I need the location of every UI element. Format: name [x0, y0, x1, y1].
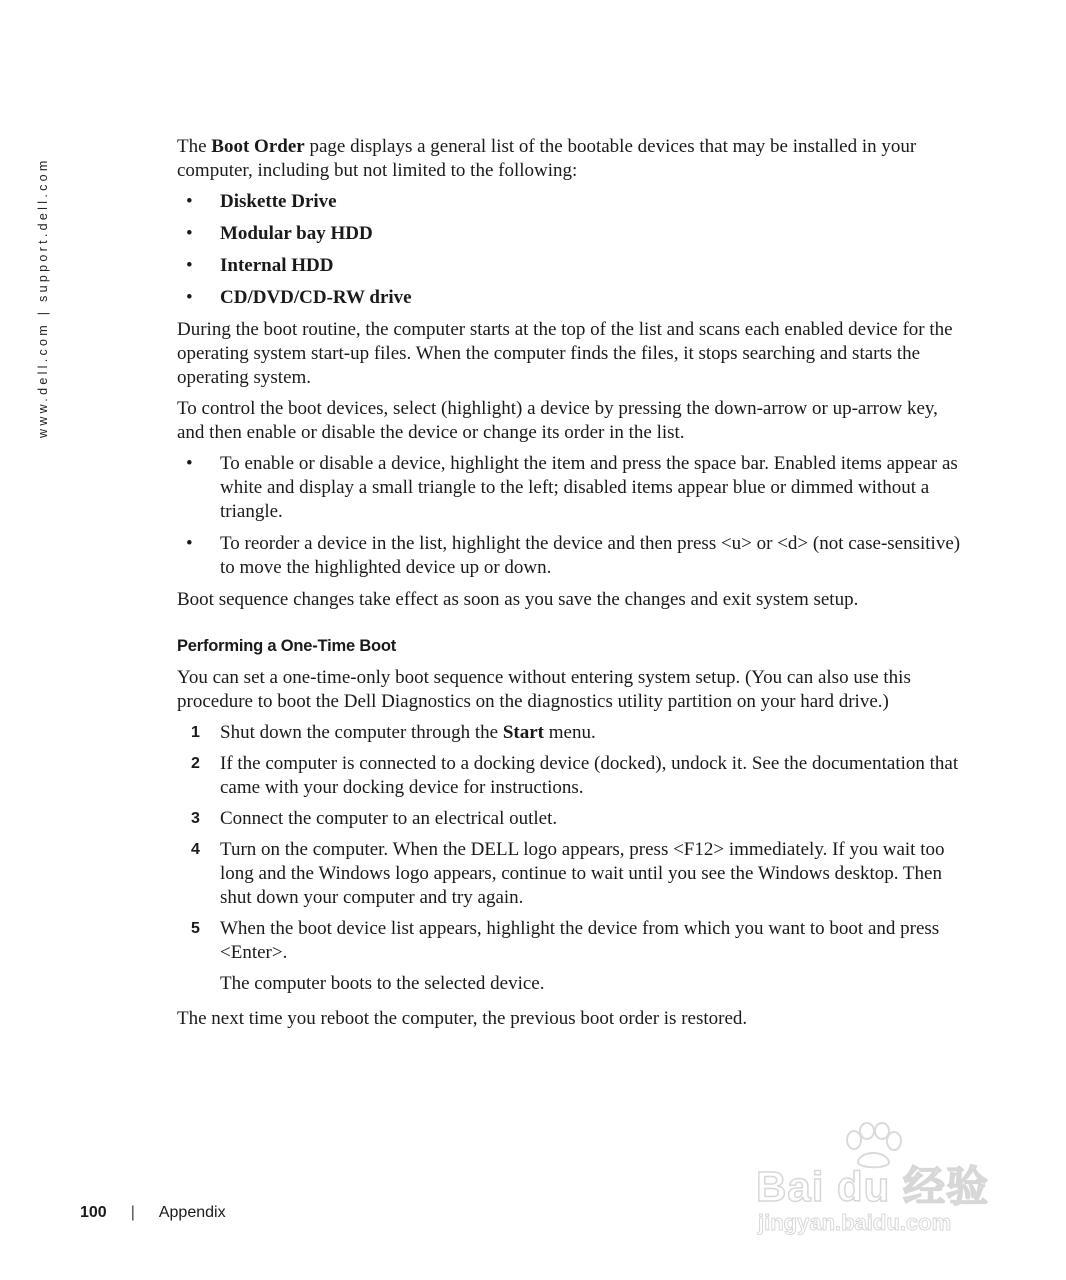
start-menu-term: Start: [502, 722, 545, 743]
changes-paragraph: Boot sequence changes take effect as soon as you save the changes and exit system setup.: [177, 589, 859, 610]
step-number: 2: [191, 755, 200, 772]
step-text: When the boot device list appears, highlight the device from which you want to boot and press <Enter>.: [220, 918, 940, 963]
bullet-icon: •: [186, 453, 193, 474]
step-text: Connect the computer to an electrical outlet.: [220, 808, 558, 829]
step-number: 5: [191, 920, 200, 937]
step-number: 4: [191, 841, 200, 858]
step-suffix: menu.: [544, 722, 596, 743]
bullet-icon: •: [186, 191, 193, 212]
step-prefix: Shut down the computer through the: [220, 722, 503, 743]
page-number: 100: [80, 1204, 107, 1221]
list-item: [177, 286, 967, 310]
device-label: Modular bay HDD: [220, 223, 373, 244]
step-text: Turn on the computer. When the DELL logo appears, press <F12> immediately. If you wait too long and the Windows logo appears, continue to wait until you see the Windows desktop. Then shut down your computer and try again.: [220, 839, 945, 908]
step-text: If the computer is connected to a docking device (docked), undock it. See the documentation that came with your docking device for instructions.: [220, 753, 959, 798]
intro-suffix: page displays a general list of the bootable devices that may be installed in your computer, including but not limited to the following:: [177, 136, 917, 181]
baidu-watermark: [756, 1122, 1006, 1242]
page-content: [177, 135, 967, 1038]
watermark-brand: Bai du 经验: [756, 1163, 990, 1210]
step-item: [177, 807, 967, 831]
bullet-icon: •: [186, 255, 193, 276]
step-number: 3: [191, 810, 200, 827]
control-bullets: [177, 452, 967, 580]
bullet-icon: •: [186, 533, 193, 554]
page-footer: [80, 1204, 226, 1222]
list-item: [177, 254, 967, 278]
boot-order-term: Boot Order: [211, 136, 305, 157]
one-time-paragraph: You can set a one-time-only boot sequence without entering system setup. (You can also use this procedure to boot the Dell Diagnostics on the diagnostics utility partition on your hard drive.): [177, 667, 911, 712]
bullet-text: To enable or disable a device, highlight the item and press the space bar. Enabled items appear as white and display a small triangle to the left; disabled items appear blue or dimmed without a triangle.: [220, 453, 958, 522]
step-number: 1: [191, 724, 200, 741]
side-url: www.dell.com | support.dell.com: [36, 157, 50, 438]
bullet-icon: •: [186, 287, 193, 308]
intro-prefix: The: [177, 136, 212, 157]
list-item: [177, 452, 967, 524]
steps-list: [177, 721, 967, 965]
boot-routine-paragraph: During the boot routine, the computer starts at the top of the list and scans each enabled device for the operating system start-up files. When the computer finds the files, it stops searching and starts the operating system.: [177, 319, 953, 388]
footer-section: Appendix: [158, 1204, 226, 1221]
list-item: [177, 532, 967, 580]
step-item: [177, 721, 967, 745]
watermark-url: jingyan.baidu.com: [758, 1210, 952, 1235]
device-list: [177, 190, 967, 310]
section-heading: Performing a One-Time Boot: [177, 637, 397, 655]
list-item: [177, 222, 967, 246]
device-label: Internal HDD: [220, 255, 334, 276]
step-item: [177, 752, 967, 800]
intro-paragraph: [177, 135, 967, 183]
step-item: [177, 838, 967, 910]
bullet-icon: •: [186, 223, 193, 244]
bullet-text: To reorder a device in the list, highlight the device and then press <u> or <d> (not case-sensitive) to move the highlighted device up or down.: [220, 533, 961, 578]
control-paragraph: To control the boot devices, select (highlight) a device by pressing the down-arrow or up-arrow key, and then enable or disable the device or change its order in the list.: [177, 398, 938, 443]
device-label: CD/DVD/CD-RW drive: [220, 287, 412, 308]
footer-separator: |: [130, 1204, 135, 1221]
next-time-paragraph: The next time you reboot the computer, the previous boot order is restored.: [177, 1008, 748, 1029]
step-item: [177, 917, 967, 965]
step5-note: The computer boots to the selected device.: [220, 973, 545, 994]
list-item: [177, 190, 967, 214]
device-label: Diskette Drive: [220, 191, 337, 212]
